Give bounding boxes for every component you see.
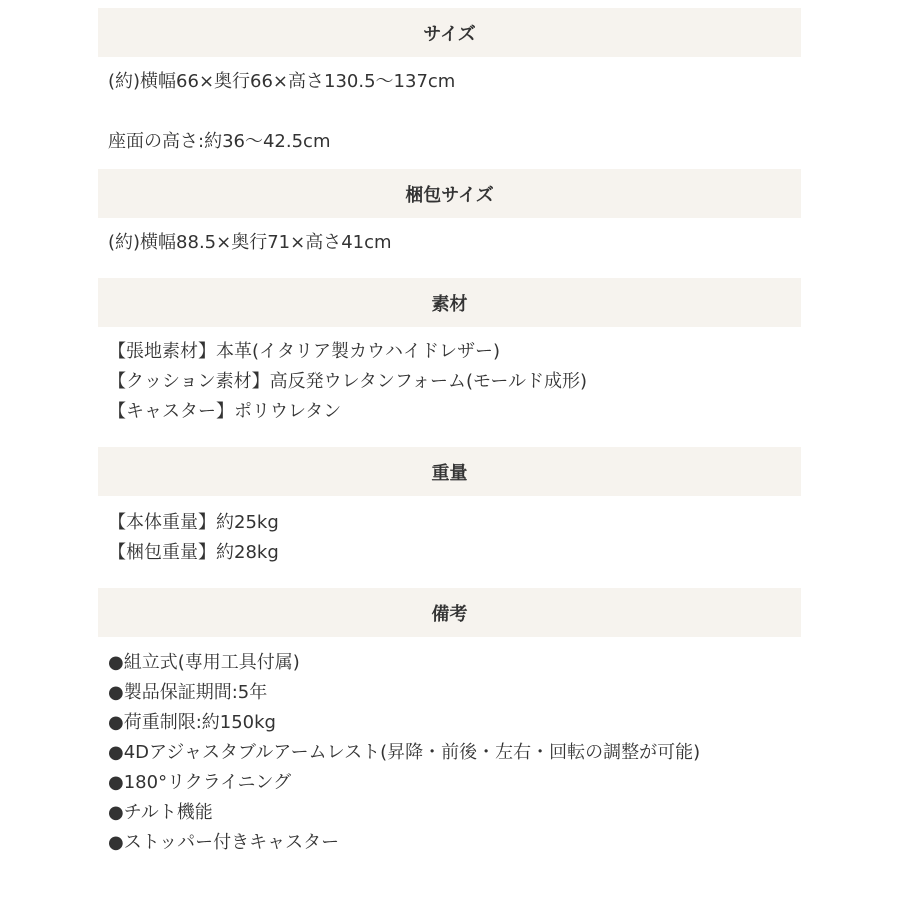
section-heading-notes: 備考 <box>98 588 801 637</box>
weight-body: 【本体重量】約25kg <box>108 512 279 533</box>
spacer <box>108 97 801 127</box>
note-caster-stopper: ●ストッパー付きキャスター <box>108 832 340 853</box>
note-warranty: ●製品保証期間:5年 <box>108 682 268 703</box>
note-reclining: ●180°リクライニング <box>108 772 292 793</box>
note-assembly: ●組立式(専用工具付属) <box>108 652 300 673</box>
section-heading-size: サイズ <box>98 8 801 57</box>
note-tilt: ●チルト機能 <box>108 802 213 823</box>
package-dimensions: (約)横幅88.5×奥行71×高さ41cm <box>108 232 392 253</box>
section-body-weight <box>98 496 801 588</box>
note-armrest: ●4Dアジャスタブルアームレスト(昇降・前後・左右・回転の調整が可能) <box>108 742 701 763</box>
weight-package: 【梱包重量】約28kg <box>108 542 279 563</box>
section-body-package-size <box>98 218 801 278</box>
section-body-notes <box>98 637 801 858</box>
material-cushion: 【クッション素材】高反発ウレタンフォーム(モールド成形) <box>108 371 587 392</box>
material-caster: 【キャスター】ポリウレタン <box>108 401 342 422</box>
section-heading-weight: 重量 <box>98 447 801 496</box>
seat-height: 座面の高さ:約36〜42.5cm <box>108 131 331 152</box>
note-load-limit: ●荷重制限:約150kg <box>108 712 276 733</box>
spec-table <box>98 8 801 858</box>
section-body-size <box>98 57 801 169</box>
section-heading-package-size: 梱包サイズ <box>98 169 801 218</box>
section-body-material <box>98 327 801 447</box>
section-heading-material: 素材 <box>98 278 801 327</box>
material-upholstery: 【張地素材】本革(イタリア製カウハイドレザー) <box>108 341 501 362</box>
size-dimensions: (約)横幅66×奥行66×高さ130.5〜137cm <box>108 71 456 92</box>
